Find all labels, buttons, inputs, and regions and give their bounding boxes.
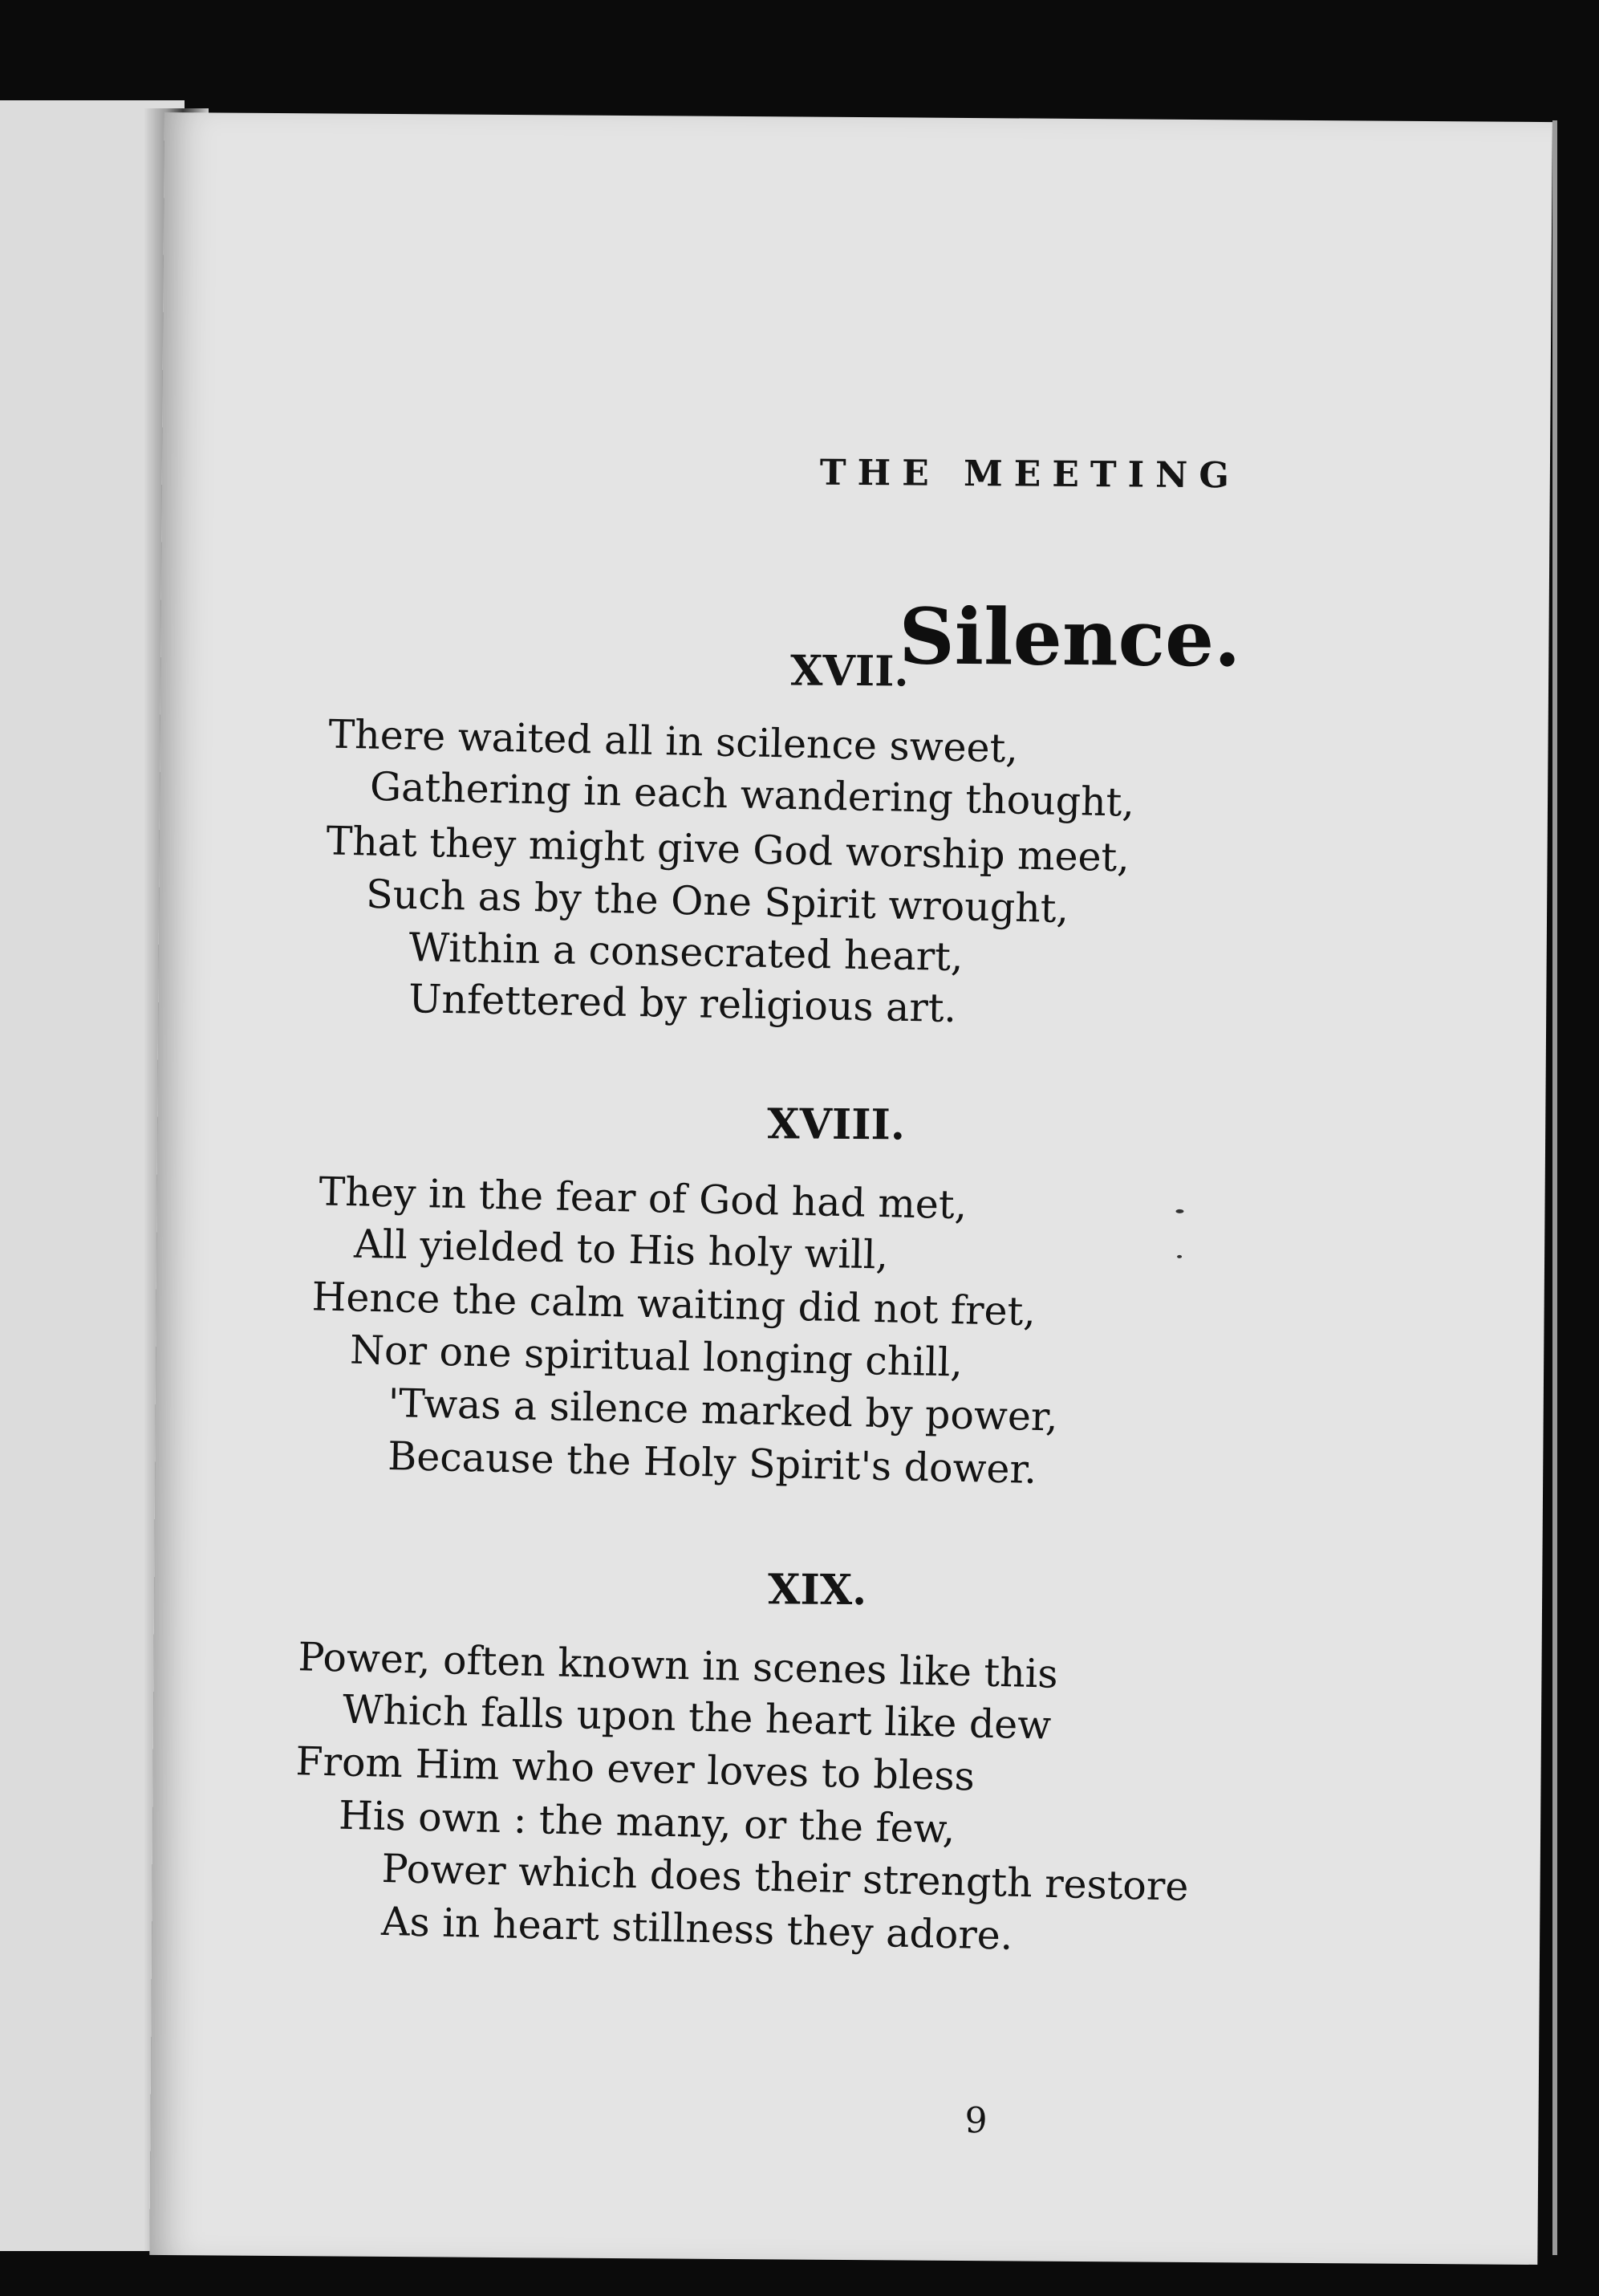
verse-line: There waited all in scilence sweet, [327, 711, 1019, 772]
verse-line: His own : the many, or the few, [338, 1792, 956, 1852]
scan-speck [1175, 1209, 1183, 1213]
stanza-numeral: XIX. [767, 1565, 867, 1615]
verse-line: Which falls upon the heart like dew [342, 1686, 1052, 1749]
poem-title: Silence. [899, 591, 1241, 685]
right-page-edge [1552, 120, 1557, 2255]
page-number: 9 [964, 2100, 988, 2142]
verse-line: Unfettered by religious art. [408, 976, 957, 1032]
stanza-numeral: XVIII. [767, 1099, 906, 1150]
verse-line: Power which does their strength restore [381, 1845, 1189, 1910]
verse-line: As in heart stillness they adore. [380, 1898, 1013, 1959]
verse-line: They in the fear of God had met, [319, 1168, 968, 1229]
running-head: THE MEETING [819, 452, 1241, 497]
verse-line: 'Twas a silence marked by power, [388, 1380, 1059, 1441]
verse-line: Because the Holy Spirit's dower. [387, 1432, 1037, 1493]
verse-line: That they might give God worship meet, [326, 818, 1130, 881]
verse-line: Hence the calm waiting did not fret, [311, 1274, 1037, 1335]
verse-line: Power, often known in scenes like this [297, 1634, 1059, 1697]
verse-line: Gathering in each wandering thought, [369, 763, 1135, 826]
verse-line: All yielded to His holy will, [353, 1221, 889, 1278]
stanza-numeral: XVII. [789, 646, 909, 697]
verse-line: Within a consecrated heart, [408, 924, 964, 981]
page [149, 112, 1552, 2265]
verse-line: Nor one spiritual longing chill, [349, 1327, 964, 1386]
verse-line: Such as by the One Spirit wrought, [365, 871, 1069, 933]
verse-line: From Him who ever loves to bless [295, 1738, 976, 1800]
scan-speck [1177, 1255, 1182, 1258]
